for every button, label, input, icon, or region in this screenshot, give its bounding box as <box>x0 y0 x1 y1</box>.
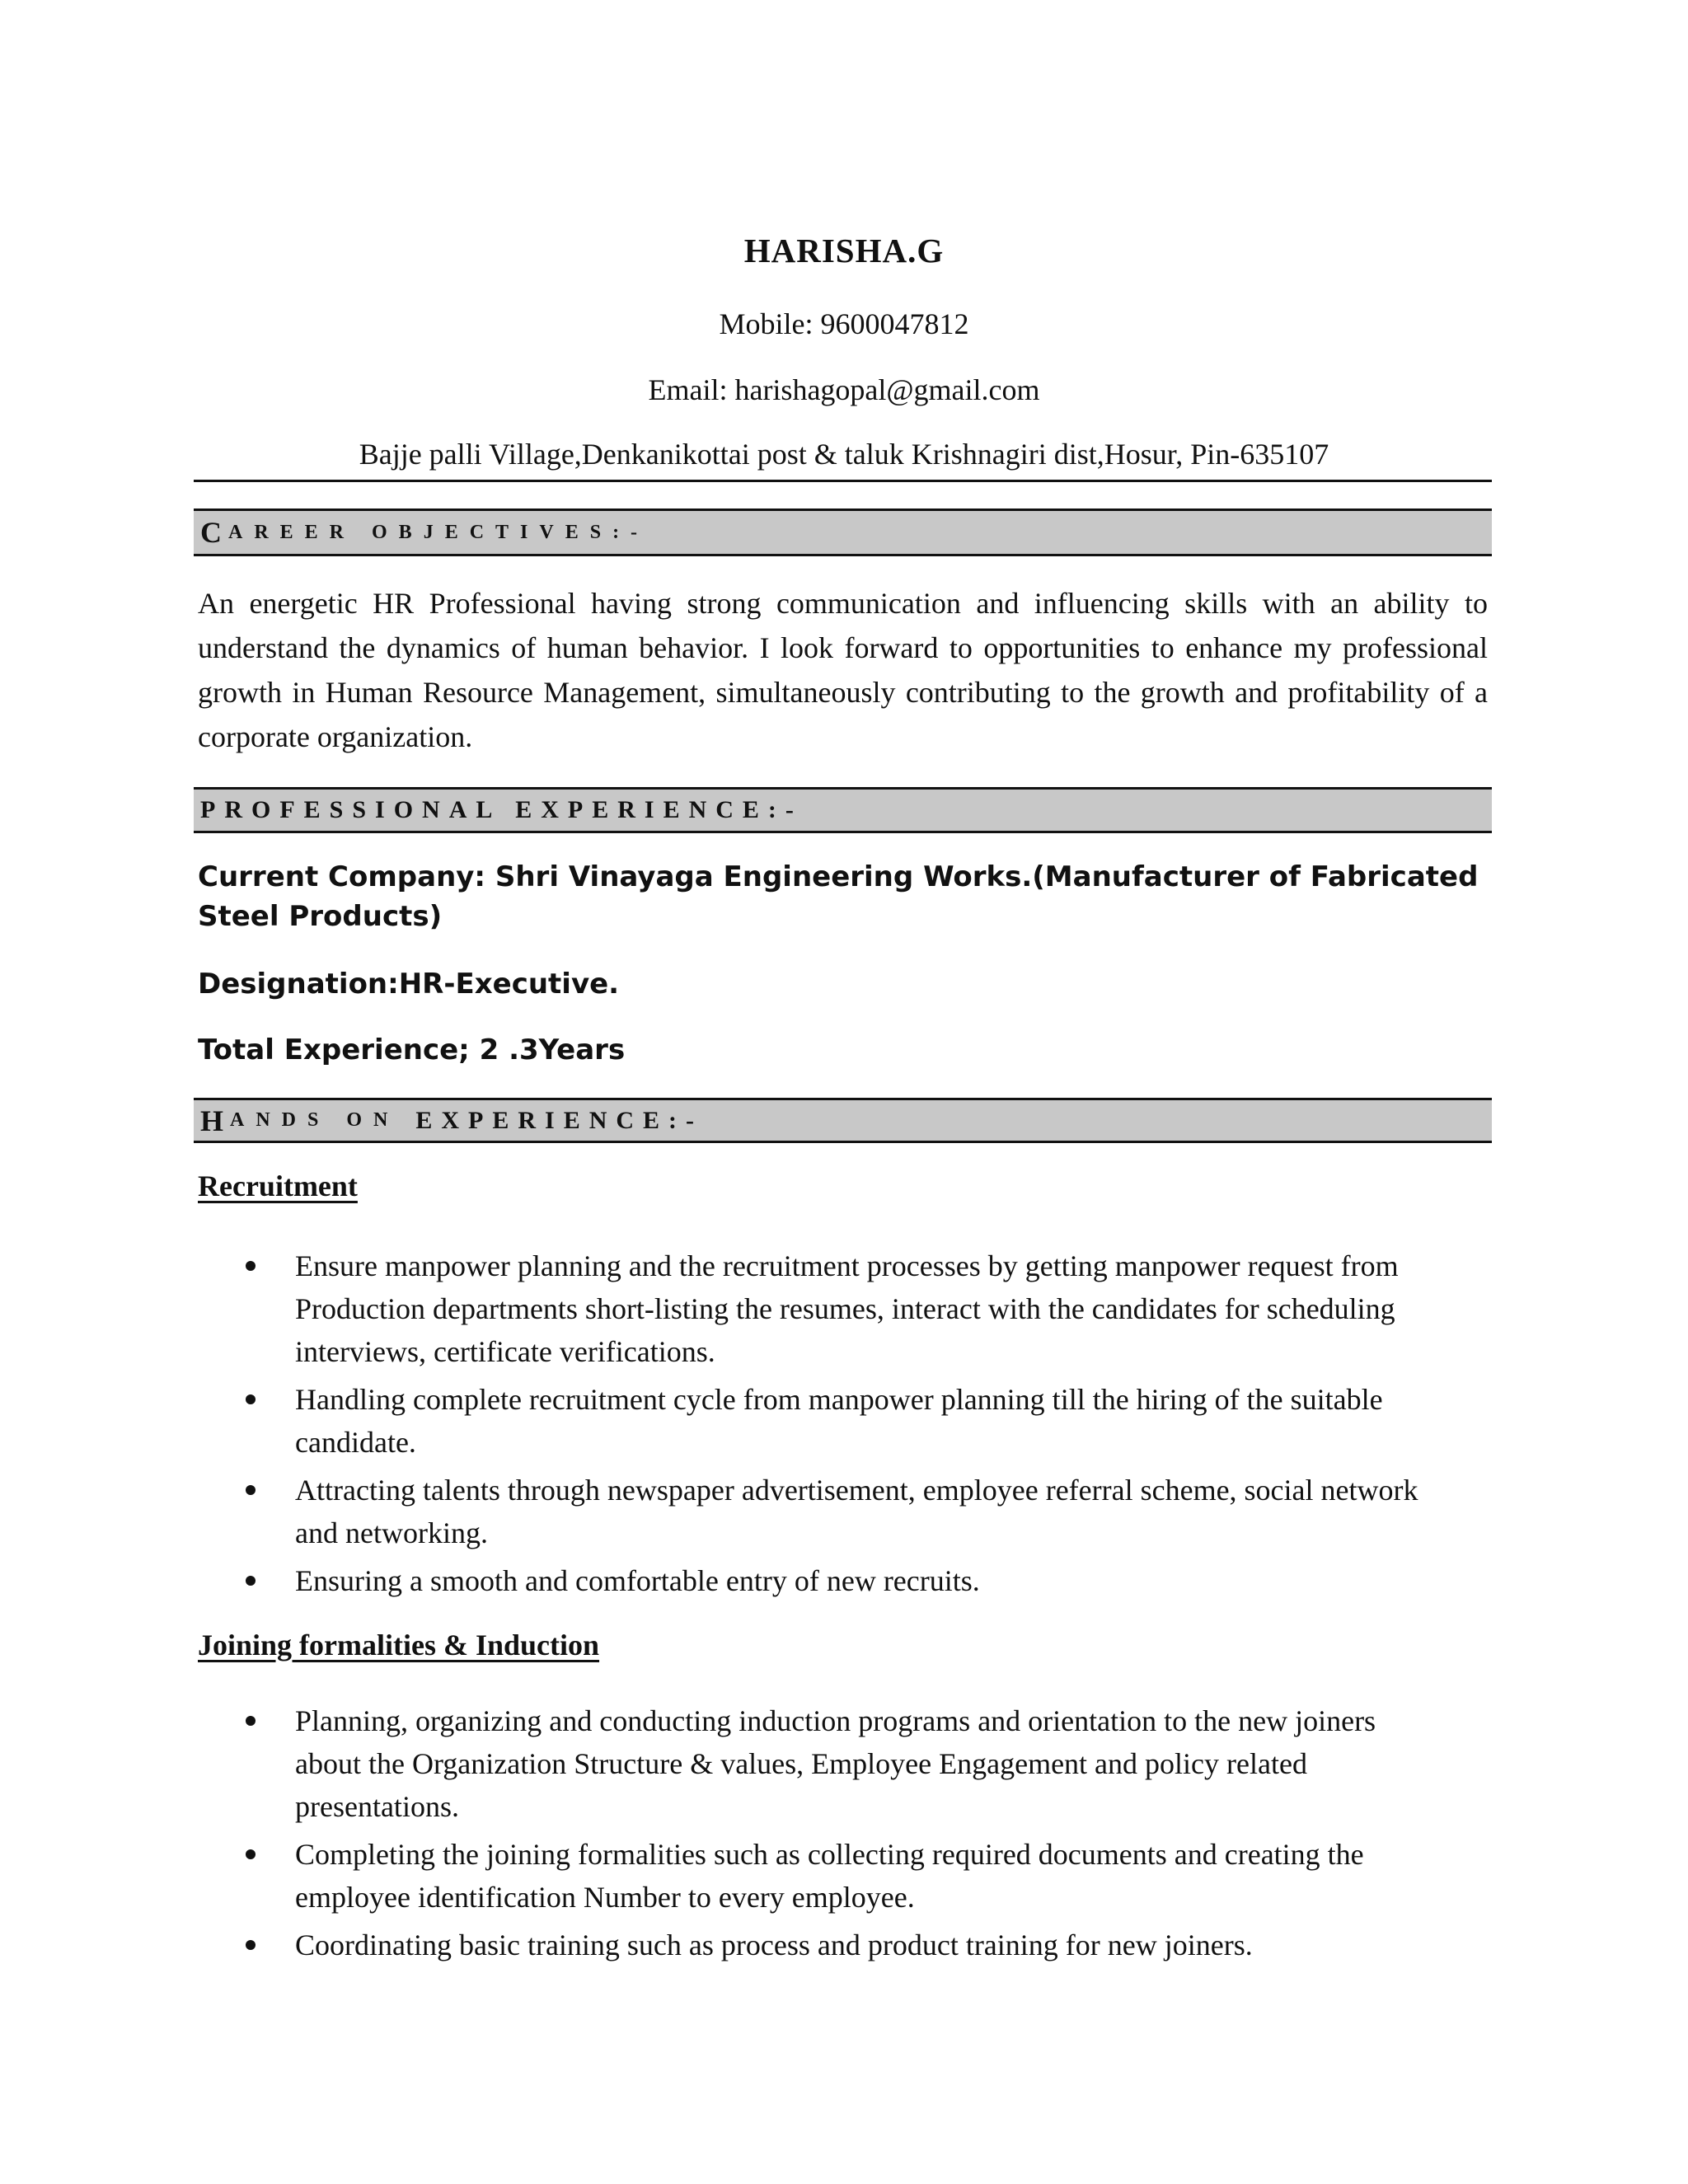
designation: Designation:HR-Executive. <box>198 968 620 1001</box>
bullet-icon <box>246 1576 256 1586</box>
joining-subheading: Joining formalities & Induction <box>198 1629 600 1661</box>
mobile-line: Mobile: 9600047812 <box>719 307 969 340</box>
hands-heading-small: ANDS ON <box>230 1109 400 1131</box>
list-item: Planning, organizing and conducting induction programs and orientation to the new joiners about the Organization Structure & values, Employee Engagement and policy related presentations. <box>295 1699 1449 1828</box>
list-item: Ensuring a smooth and comfortable entry of new recruits. <box>295 1559 1449 1602</box>
career-objective-text: An energetic HR Professional having strong communication and influencing skills with an ability to understand the dynamics of human behavior. I look forward to opportunities to enhance my professional growth in Human Resource Management, simultaneously contributing to the growth and profitability of a corporate organization. <box>198 587 1488 753</box>
bullet-icon <box>246 1261 256 1271</box>
career-heading-initial: C <box>200 516 228 549</box>
bullet-icon <box>246 1716 256 1726</box>
recruitment-subheading: Recruitment <box>198 1169 358 1202</box>
bullet-icon <box>246 1940 256 1950</box>
joining-list <box>295 1699 1449 1971</box>
list-item: Ensure manpower planning and the recruitment processes by getting manpower request from Production departments short-listing the resumes, interact with the candidates for scheduling interviews, certificate verifications. <box>295 1244 1449 1373</box>
list-item: Completing the joining formalities such as collecting required documents and creating the employee identification Number to every employee. <box>295 1833 1449 1919</box>
email-line: Email: harishagopal@gmail.com <box>648 373 1040 406</box>
bullet-icon <box>246 1394 256 1404</box>
recruitment-list <box>295 1244 1449 1607</box>
total-experience: Total Experience; 2 .3Years <box>198 1033 626 1066</box>
professional-experience-heading <box>194 787 1492 833</box>
list-item: Coordinating basic training such as process and product training for new joiners. <box>295 1924 1449 1966</box>
list-item: Handling complete recruitment cycle from manpower planning till the hiring of the suitable candidate. <box>295 1378 1449 1464</box>
bullet-icon <box>246 1485 256 1495</box>
address-line: Bajje palli Village,Denkanikottai post & taluk Krishnagiri dist,Hosur, Pin-635107 <box>359 438 1329 471</box>
bullet-icon <box>246 1849 256 1859</box>
career-objectives-heading <box>194 509 1492 556</box>
header-divider <box>194 480 1492 482</box>
hands-on-experience-heading <box>194 1098 1492 1143</box>
career-heading-rest: AREER OBJECTIVES:- <box>228 521 649 543</box>
current-company: Current Company: Shri Vinayaga Engineering Works.(Manufacturer of Fabricated Steel Products) <box>198 860 1479 933</box>
list-item: Attracting talents through newspaper advertisement, employee referral scheme, social network and networking. <box>295 1469 1449 1554</box>
hands-heading-initial: H <box>200 1104 231 1137</box>
hands-heading-rest: EXPERIENCE:- <box>415 1106 704 1134</box>
professional-experience-label: PROFESSIONAL EXPERIENCE:- <box>200 796 803 823</box>
candidate-name: HARISHA.G <box>743 232 945 269</box>
